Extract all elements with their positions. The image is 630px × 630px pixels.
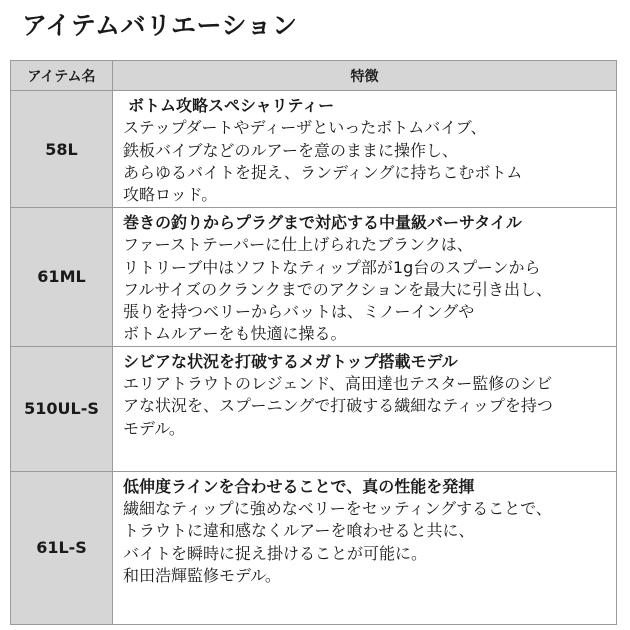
table-row (11, 91, 617, 208)
table-row (11, 208, 617, 347)
feature-line: あらゆるバイトを捉え、ランディングに持ちこむボトム (123, 162, 523, 182)
features-cell (113, 208, 617, 347)
feature-heading: 巻きの釣りからプラグまで対応する中量級バーサタイル (123, 213, 522, 232)
feature-line: 鉄板バイブなどのルアーを意のままに操作し、 (123, 140, 459, 160)
feature-line: リトリーブ中はソフトなティップ部が1g台のスプーンから (123, 257, 541, 277)
column-header-item-name: アイテム名 (11, 61, 113, 91)
features-cell (113, 91, 617, 208)
feature-line: ボトムルアーをも快適に操る。 (123, 324, 347, 344)
feature-line: 攻略ロッド。 (123, 185, 218, 205)
table-row (11, 471, 617, 624)
table-header-row (11, 61, 617, 91)
feature-heading: ボトム攻略スペシャリティー (128, 96, 335, 115)
feature-line: エリアトラウトのレジェンド、高田達也テスター監修のシビ (123, 374, 553, 394)
feature-line: 和田浩輝監修モデル。 (123, 565, 281, 585)
feature-line: 張りを持つベリーからバットは、ミノーイングや (123, 302, 475, 322)
column-header-features: 特徴 (113, 61, 617, 91)
feature-line: 繊細なティップに強めなベリーをセッティングすることで、 (123, 499, 552, 519)
features-cell (113, 346, 617, 471)
item-name-cell: 58L (11, 91, 113, 208)
feature-line: モデル。 (123, 418, 185, 438)
feature-line: アな状況を、スプーニングで打破する繊細なティップを持つ (123, 396, 553, 416)
feature-heading: シビアな状況を打破するメガトップ搭載モデル (123, 351, 458, 371)
feature-line: フルサイズのクランクまでのアクションを最大に引き出し、 (123, 279, 552, 299)
item-name-cell: 510UL-S (11, 346, 113, 471)
feature-heading: 低伸度ラインを合わせることで、真の性能を発揮 (123, 476, 475, 496)
item-variation-table (10, 60, 617, 625)
item-name-cell: 61ML (11, 208, 113, 347)
page-title: アイテムバリエーション (22, 11, 298, 40)
item-name-cell: 61L-S (11, 471, 113, 624)
feature-line: トラウトに違和感なくルアーを喰わせると共に、 (123, 521, 475, 541)
table-row (11, 346, 617, 471)
features-cell (113, 471, 617, 624)
feature-line: ステップダートやディーザといったボトムバイブ、 (123, 118, 487, 138)
feature-line: バイトを瞬時に捉え掛けることが可能に。 (123, 543, 428, 563)
feature-line: ファーストテーパーに仕上げられたブランクは、 (123, 235, 473, 255)
